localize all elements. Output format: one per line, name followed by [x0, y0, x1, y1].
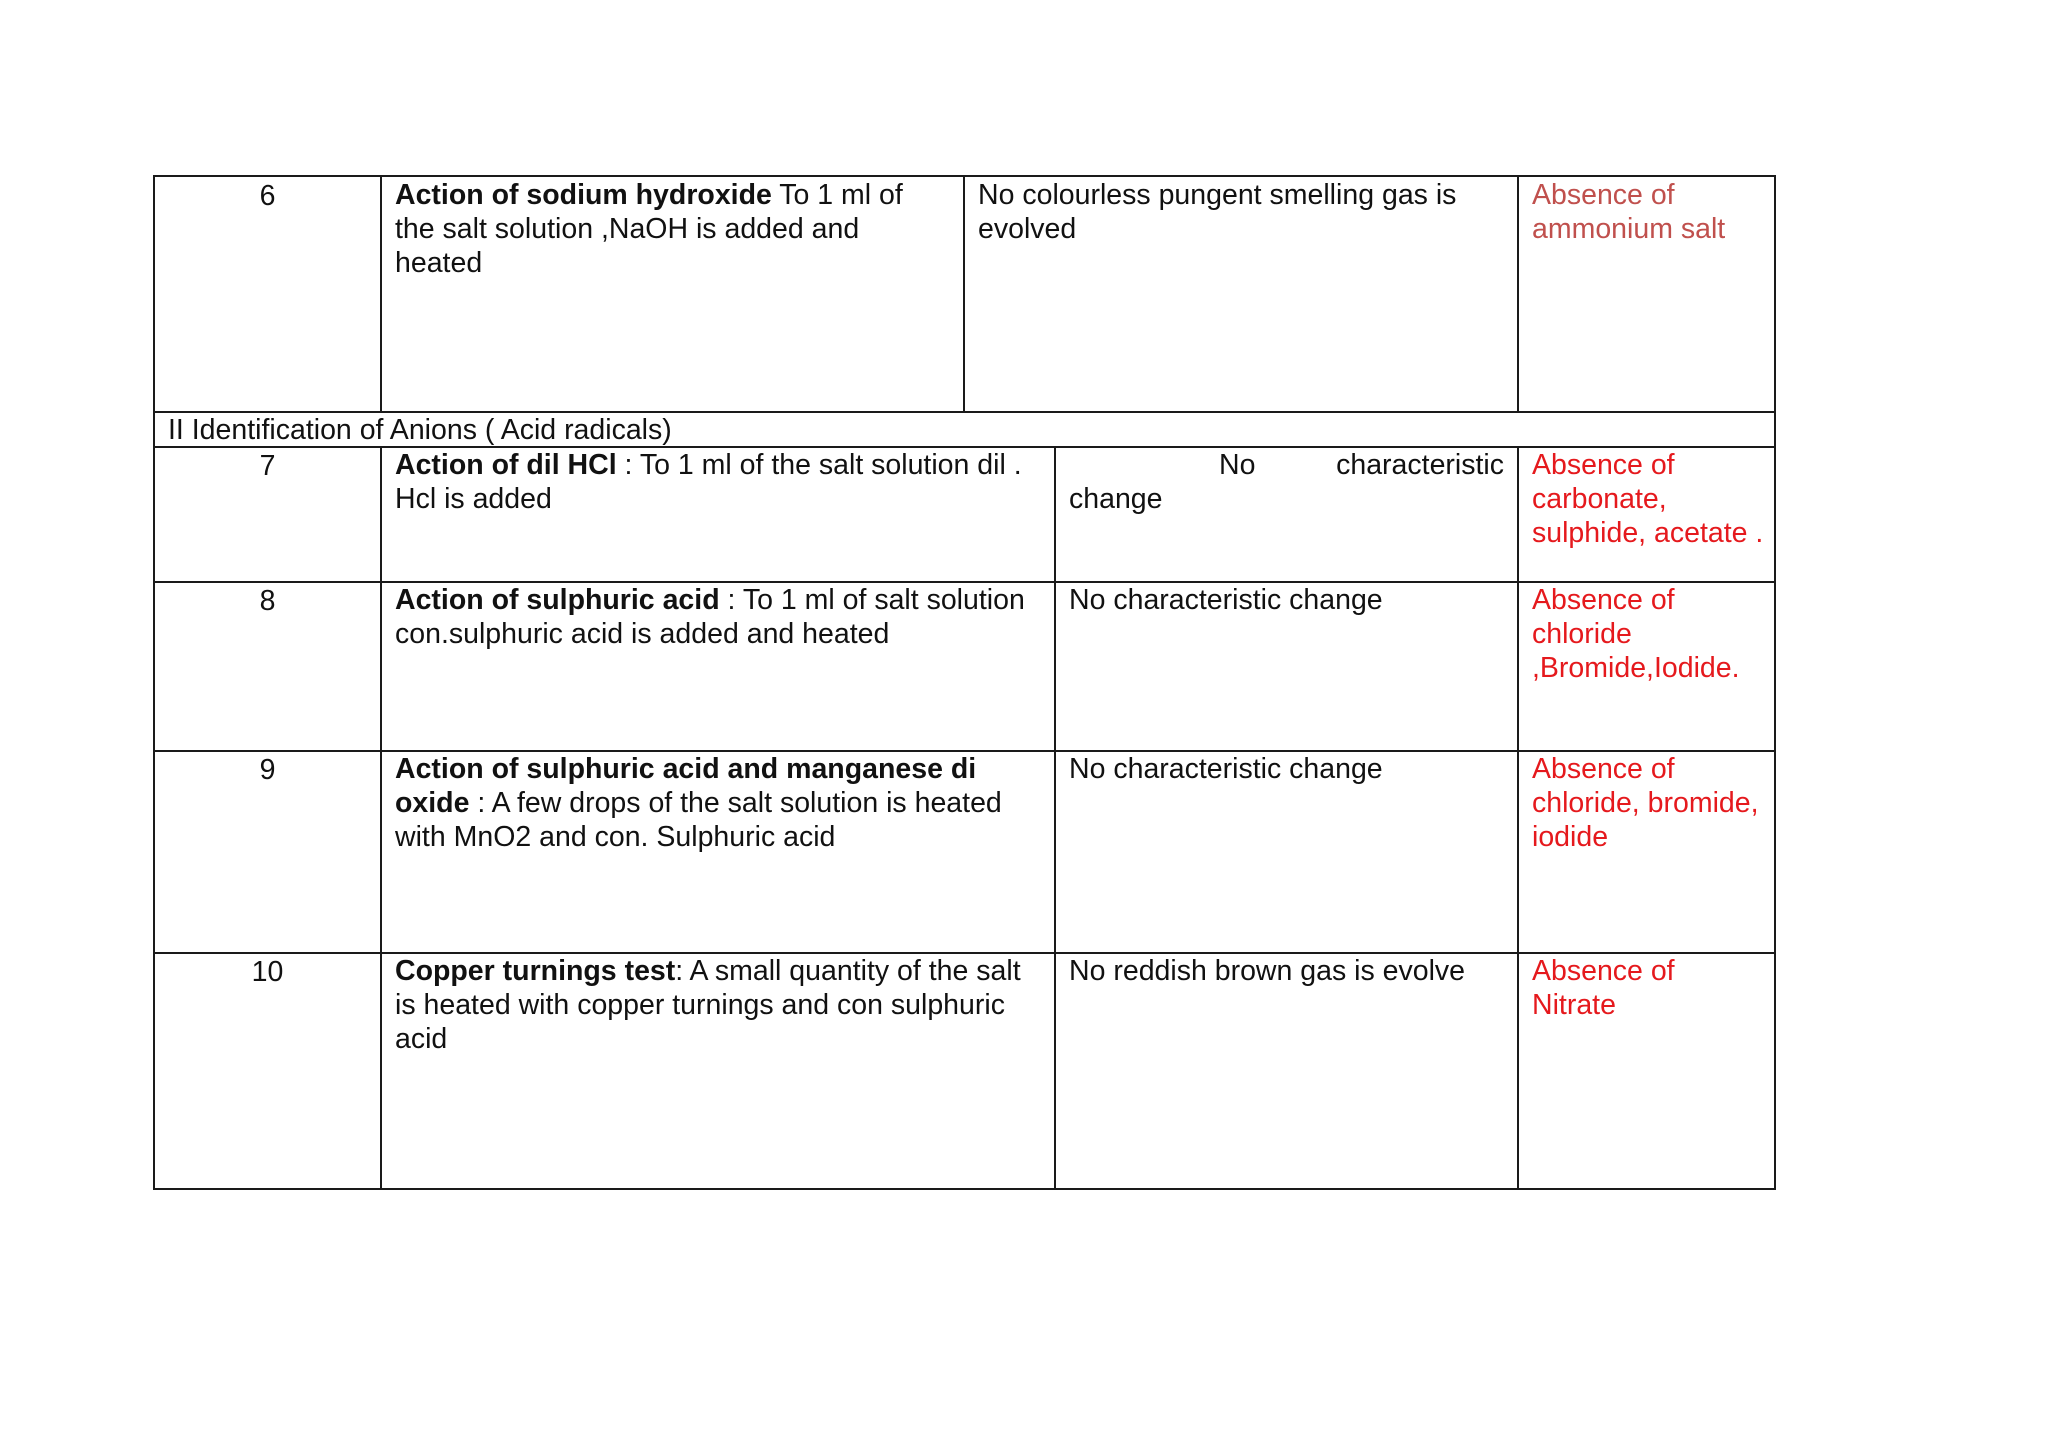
row-number: 8 [259, 585, 276, 617]
inference-cell: Absence of chloride, bromide, iodide [1532, 753, 1759, 853]
section-header: II Identification of Anions ( Acid radicals) [168, 414, 672, 446]
observation-word: characteristic [1336, 449, 1504, 481]
observation-cell: No colourless pungent smelling gas is evolved [978, 179, 1457, 245]
experiment-title: Action of sodium hydroxide [395, 179, 772, 211]
table-border-bottom [153, 1188, 1776, 1190]
experiment-text: : A few drops of the salt solution is heated with MnO2 and con. Sulphuric acid [395, 787, 1002, 853]
observation-cell: No reddish brown gas is evolve [1069, 955, 1466, 987]
experiment-title: Action of sulphuric acid [395, 584, 720, 616]
experiment-title: Action of dil HCl [395, 449, 617, 481]
observation-cell [1056, 448, 1517, 516]
experiment-cell [382, 954, 1054, 1056]
experiment-text: : To 1 ml of salt solution con.sulphuric acid is added and heated [395, 584, 1025, 650]
experiment-text: : A small quantity of the salt is heated with copper turnings and con sulphuric acid [395, 955, 1021, 1055]
experiment-title: Copper turnings test [395, 955, 676, 987]
row-number: 9 [259, 754, 276, 786]
experiment-text: : To 1 ml of the salt solution dil . Hcl is added [395, 449, 1022, 515]
observation-cell: No characteristic change [1069, 584, 1383, 616]
experiment-title: Action of sulphuric acid and manganese di oxide [395, 753, 977, 819]
observation-line [1069, 448, 1504, 482]
inference-cell: Absence of chloride ,Bromide,Iodide. [1532, 584, 1740, 684]
observation-word: No [1219, 449, 1256, 481]
observation-cell: No characteristic change [1069, 753, 1383, 785]
inference-cell: Absence of Nitrate [1532, 955, 1675, 1021]
experiment-cell [382, 178, 963, 280]
row-number: 10 [251, 956, 284, 988]
inference-cell: Absence of carbonate, sulphide, acetate . [1532, 449, 1764, 549]
inference-cell: Absence of ammonium salt [1532, 179, 1726, 245]
column-divider [1054, 446, 1056, 1190]
experiment-cell [382, 583, 1054, 651]
table-border-left [153, 175, 155, 1190]
table-border-right [1774, 175, 1776, 1190]
experiment-text: To 1 ml of the salt solution ,NaOH is added and heated [395, 179, 903, 279]
row-number: 7 [259, 450, 276, 482]
experiment-cell [382, 448, 1054, 516]
experiment-cell [382, 752, 1054, 854]
row-number: 6 [259, 180, 276, 212]
observation-line: change [1069, 483, 1163, 515]
